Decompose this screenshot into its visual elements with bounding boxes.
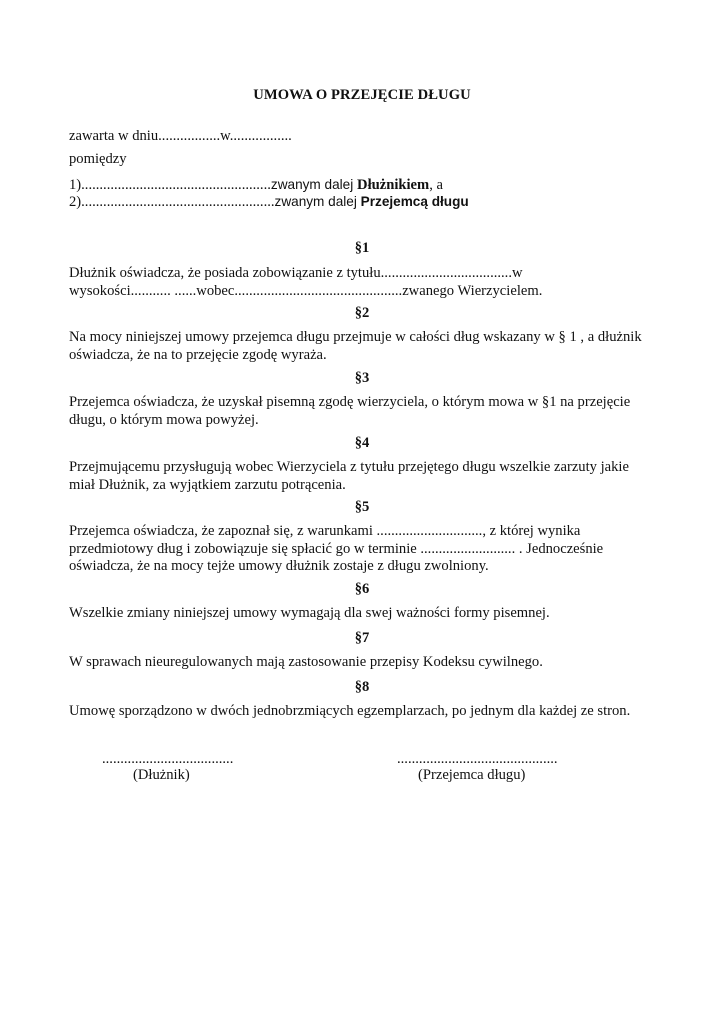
section-3-heading: §3 bbox=[354, 370, 370, 386]
section-6-text bbox=[69, 605, 659, 623]
section-4-line: miał Dłużnik, za wyjątkiem zarzutu potrącenia. bbox=[69, 476, 346, 493]
section-7-heading: §7 bbox=[354, 630, 370, 646]
section-8-text bbox=[69, 703, 659, 721]
section-4-line: Przejmującemu przysługują wobec Wierzyciela z tytułu przejętego długu wszelkie zarzuty jakie bbox=[69, 459, 629, 475]
section-8-line: Umowę sporządzono w dwóch jednobrzmiących egzemplarzach, po jednym dla każdej ze stron. bbox=[69, 703, 631, 719]
section-6-line: Wszelkie zmiany niniejszej umowy wymagają dla swej ważności formy pisemnej. bbox=[69, 605, 550, 621]
section-3-line: Przejemca oświadcza, że uzyskał pisemną zgodę wierzyciela, o którym mowa w §1 na przejęcie bbox=[69, 394, 631, 410]
section-6-heading: §6 bbox=[354, 581, 370, 597]
section-7-text bbox=[69, 654, 659, 672]
assignee-signature-line: ............................................ bbox=[397, 751, 558, 767]
section-5-line: Przejemca oświadcza, że zapoznał się, z warunkami ............................., z której wynika bbox=[69, 523, 581, 539]
party-1-role: Dłużnikiem bbox=[357, 177, 430, 193]
section-2-line: oświadcza, że na to przejęcie zgodę wyraża. bbox=[69, 346, 327, 363]
section-2-text bbox=[69, 329, 659, 364]
party-1-mid: zwanym dalej bbox=[270, 177, 358, 192]
debtor-signature-label: (Dłużnik) bbox=[133, 767, 190, 783]
assignee-signature-label: (Przejemca długu) bbox=[418, 767, 526, 783]
section-3-line: długu, o którym mowa powyżej. bbox=[69, 411, 259, 428]
section-2-line: Na mocy niniejszej umowy przejemca długu przejmuje w całości dług wskazany w § 1 , a dłużnik bbox=[69, 329, 642, 345]
debtor-signature-line: .................................... bbox=[102, 751, 234, 767]
conclusion-line: zawarta w dniu.................w................. bbox=[69, 128, 292, 144]
party-2-line bbox=[69, 193, 469, 212]
section-8-heading: §8 bbox=[354, 679, 370, 695]
party-2-role: Przejemcą długu bbox=[360, 194, 469, 209]
section-1-text bbox=[69, 265, 659, 300]
between-line: pomiędzy bbox=[69, 151, 127, 167]
party-1-line bbox=[69, 176, 443, 195]
section-4-heading: §4 bbox=[354, 435, 370, 451]
party-1-prefix: 1).................................................... bbox=[69, 177, 271, 193]
section-5-line: oświadcza, że na mocy tejże umowy dłużnik zostaje z długu zwolniony. bbox=[69, 558, 489, 574]
document-title: UMOWA O PRZEJĘCIE DŁUGU bbox=[253, 87, 471, 103]
section-7-line: W sprawach nieuregulowanych mają zastosowanie przepisy Kodeksu cywilnego. bbox=[69, 654, 543, 670]
party-2-mid: zwanym dalej bbox=[274, 194, 361, 209]
section-4-text bbox=[69, 459, 659, 494]
section-1-line: wysokości........... ......wobec..............................................zwanego Wierzycielem. bbox=[69, 282, 543, 299]
section-5-heading: §5 bbox=[354, 499, 370, 515]
section-5-text bbox=[69, 523, 659, 576]
section-5-line: przedmiotowy dług i zobowiązuje się spłacić go w terminie .......................... . Jednocześnie bbox=[69, 540, 604, 557]
section-3-text bbox=[69, 394, 659, 429]
section-1-line: Dłużnik oświadcza, że posiada zobowiązanie z tytułu....................................w bbox=[69, 265, 523, 281]
party-1-suffix: , a bbox=[429, 177, 443, 193]
section-2-heading: §2 bbox=[354, 305, 370, 321]
party-2-prefix: 2)..................................................... bbox=[69, 194, 275, 210]
section-1-heading: §1 bbox=[354, 240, 370, 256]
